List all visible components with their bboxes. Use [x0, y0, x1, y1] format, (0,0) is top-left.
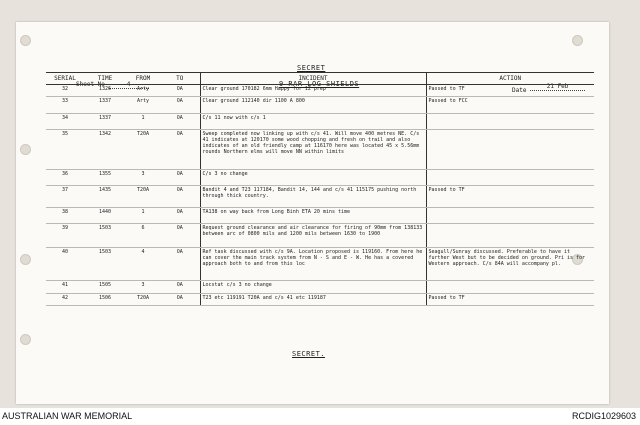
- header-time: TIME: [84, 73, 126, 85]
- cell-incident: Sweep completed now linking up with c/s 41. Will move 400 metres NE. C/s 41 indicates at 120170 some wood chopping and fresh on trail and also indicates of an old friendly camp at 116170 here was located 45 x 5.56mm rounds Northern elms will move NN within limits: [200, 130, 426, 170]
- sheet-value: 4: [109, 81, 149, 89]
- cell-incident: Bandit 4 and T23 117184, Bandit 14, 144 and c/s 41 115175 pushing north through thick country.: [200, 186, 426, 208]
- cell-action: [426, 130, 594, 170]
- cell-time: 1503: [84, 224, 126, 248]
- cell-action: [426, 170, 594, 186]
- table-row: [46, 208, 594, 224]
- header-serial: SERIAL: [46, 73, 84, 85]
- cell-action: [426, 281, 594, 294]
- cell-from: T20A: [126, 130, 160, 170]
- cell-from: 6: [126, 224, 160, 248]
- table-header-row: [46, 73, 594, 85]
- cell-time: 1337: [84, 97, 126, 114]
- footer-record-id: RCDIG1029603: [571, 411, 636, 421]
- cell-time: 1503: [84, 248, 126, 281]
- cell-time: 1506: [84, 294, 126, 306]
- log-table: [46, 72, 594, 306]
- cell-to: OA: [160, 130, 200, 170]
- header-from: FROM: [126, 73, 160, 85]
- table-row: [46, 281, 594, 294]
- cell-action: Seagull/Sunray discussed. Preferable to have it further West but to be decided on ground. Pri is for Western approach. C/s 84A will accompany pl.: [426, 248, 594, 281]
- punch-hole: [572, 35, 583, 46]
- cell-serial: 32: [46, 85, 84, 97]
- cell-to: OA: [160, 85, 200, 97]
- cell-serial: 36: [46, 170, 84, 186]
- cell-to: OA: [160, 208, 200, 224]
- cell-time: 1440: [84, 208, 126, 224]
- cell-incident: Ref task discussed with c/s 9A. Location proposed is 119160. From here he can cover the main track system from N - S and E - W. He has a covered approach both to and from this loc: [200, 248, 426, 281]
- punch-hole: [20, 144, 31, 155]
- header-incident: INCIDENT: [200, 73, 426, 85]
- cell-to: OA: [160, 281, 200, 294]
- cell-incident: TA138 on way back from Long Binh ETA 20 mins time: [200, 208, 426, 224]
- cell-time: 1355: [84, 170, 126, 186]
- cell-incident: Clear ground 112140 dir 1100 A 800: [200, 97, 426, 114]
- date-label: Date: [512, 87, 527, 94]
- cell-action: Passed to FCC: [426, 97, 594, 114]
- cell-to: OA: [160, 224, 200, 248]
- cell-to: OA: [160, 186, 200, 208]
- header-action: ACTION: [426, 73, 594, 85]
- cell-incident: T23 etc 119191 T20A and c/s 41 etc 119187: [200, 294, 426, 306]
- cell-incident: C/s 11 now with c/s 1: [200, 114, 426, 130]
- cell-from: 4: [126, 248, 160, 281]
- cell-from: T20A: [126, 186, 160, 208]
- cell-action: [426, 224, 594, 248]
- cell-serial: 35: [46, 130, 84, 170]
- cell-incident: Request ground clearance and air clearance for firing of 90mm from 138133 between arc of 0800 mils and 1200 mils between 1630 to 1900: [200, 224, 426, 248]
- cell-incident: Clear ground 170182 6mm Happy for 12 prep: [200, 85, 426, 97]
- cell-to: OA: [160, 248, 200, 281]
- classification-top: SECRET: [297, 64, 326, 72]
- cell-time: 1326: [84, 85, 126, 97]
- document-title: 9 RAR LOG SHIELDS: [279, 80, 360, 88]
- cell-action: Passed to TF: [426, 294, 594, 306]
- cell-from: Arty: [126, 85, 160, 97]
- cell-serial: 41: [46, 281, 84, 294]
- cell-time: 1342: [84, 130, 126, 170]
- date-value: 21 Feb: [530, 83, 585, 91]
- table-row: [46, 248, 594, 281]
- cell-from: T20A: [126, 294, 160, 306]
- cell-action: Passed to TF: [426, 85, 594, 97]
- cell-time: 1337: [84, 114, 126, 130]
- cell-action: Passed to TF: [426, 186, 594, 208]
- table-row: [46, 130, 594, 170]
- table-row: [46, 294, 594, 306]
- cell-serial: 37: [46, 186, 84, 208]
- cell-time: 1435: [84, 186, 126, 208]
- table-row: [46, 85, 594, 97]
- punch-hole: [20, 334, 31, 345]
- cell-from: 1: [126, 114, 160, 130]
- table-row: [46, 170, 594, 186]
- cell-serial: 34: [46, 114, 84, 130]
- cell-serial: 42: [46, 294, 84, 306]
- cell-from: 3: [126, 281, 160, 294]
- cell-to: OA: [160, 294, 200, 306]
- cell-to: OA: [160, 97, 200, 114]
- cell-action: [426, 114, 594, 130]
- cell-to: OA: [160, 114, 200, 130]
- cell-from: 3: [126, 170, 160, 186]
- cell-incident: Locstat c/s 3 no change: [200, 281, 426, 294]
- table-row: [46, 186, 594, 208]
- table-row: [46, 97, 594, 114]
- cell-time: 1505: [84, 281, 126, 294]
- punch-hole: [20, 254, 31, 265]
- footer-archive-name: AUSTRALIAN WAR MEMORIAL: [2, 411, 133, 421]
- header-to: TO: [160, 73, 200, 85]
- cell-serial: 38: [46, 208, 84, 224]
- cell-from: Arty: [126, 97, 160, 114]
- table-row: [46, 114, 594, 130]
- cell-serial: 33: [46, 97, 84, 114]
- cell-incident: C/s 3 no change: [200, 170, 426, 186]
- cell-action: [426, 208, 594, 224]
- classification-bottom: SECRET.: [292, 350, 326, 358]
- cell-serial: 39: [46, 224, 84, 248]
- cell-serial: 40: [46, 248, 84, 281]
- punch-hole: [20, 35, 31, 46]
- table-row: [46, 224, 594, 248]
- cell-from: 1: [126, 208, 160, 224]
- cell-to: OA: [160, 170, 200, 186]
- sheet-label: Sheet No: [76, 81, 105, 88]
